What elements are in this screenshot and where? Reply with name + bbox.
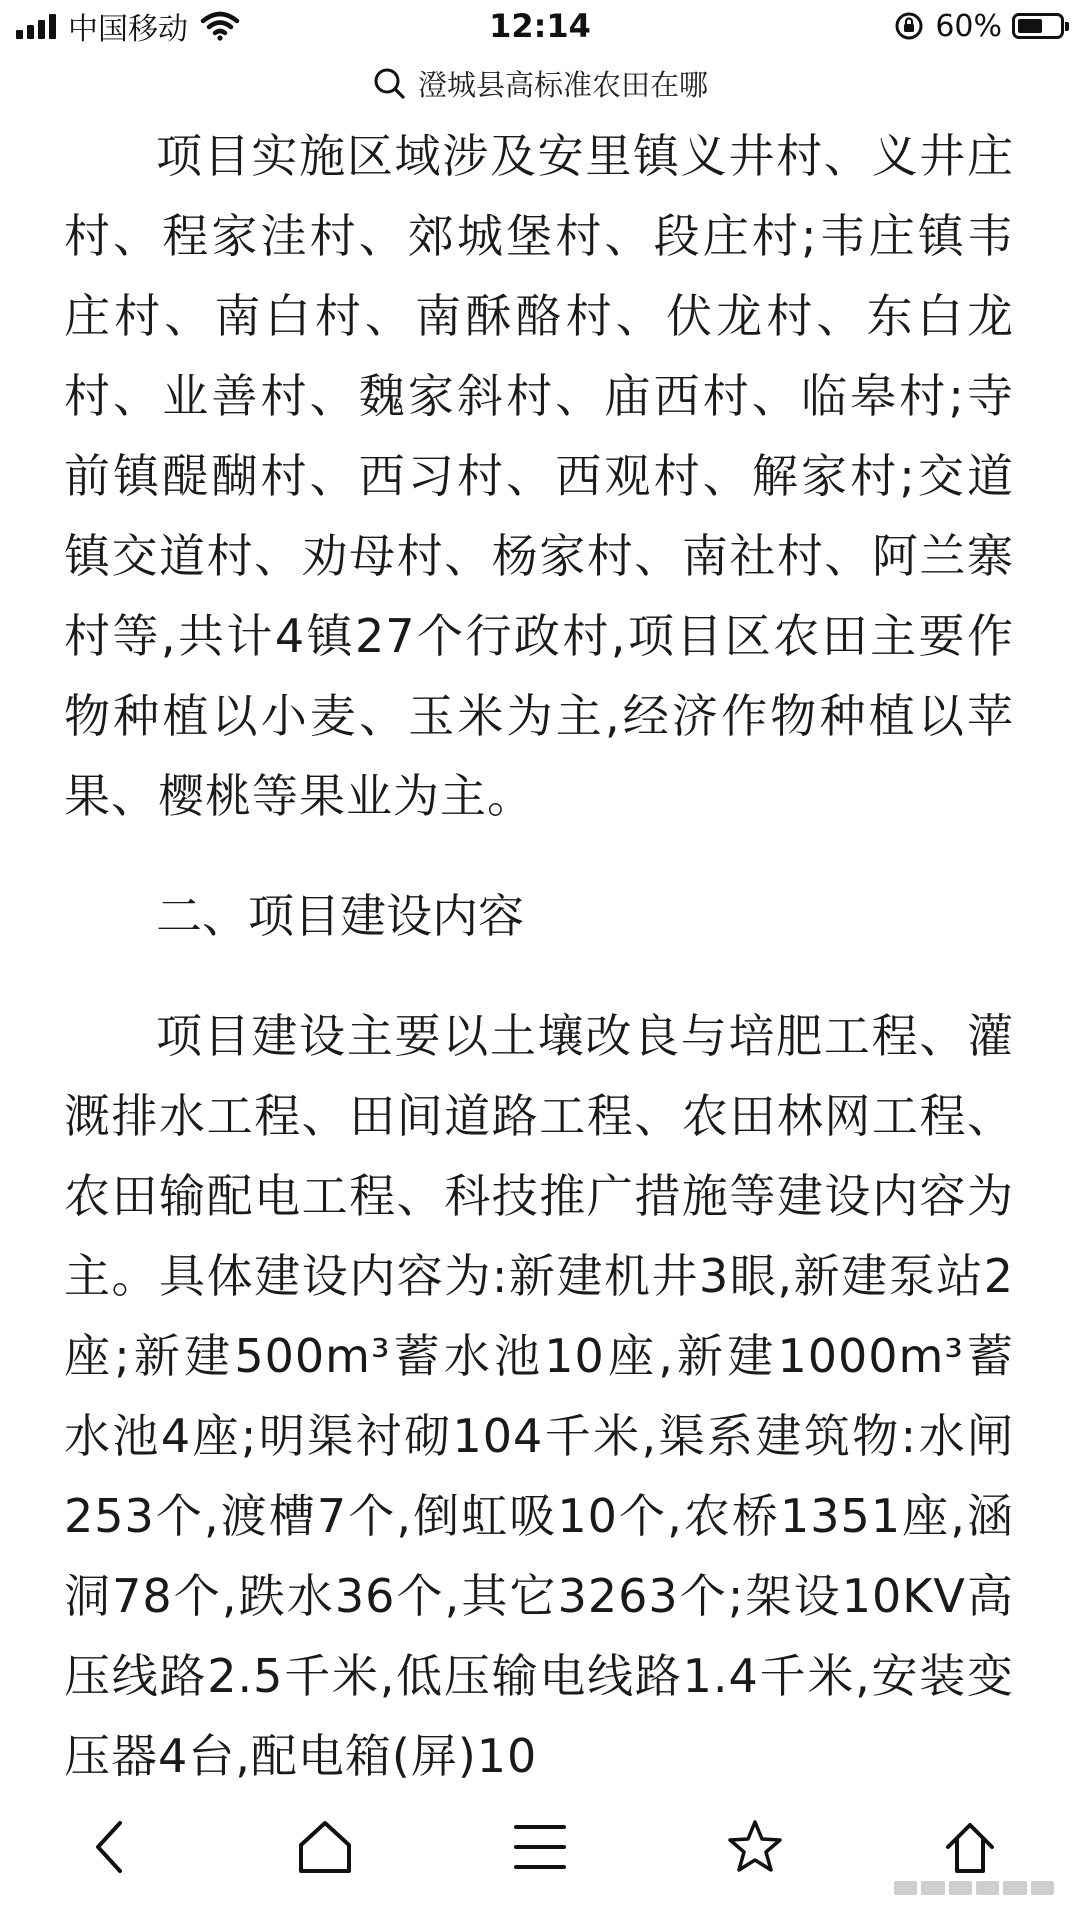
- watermark: [894, 1878, 1054, 1898]
- battery-icon: [1012, 13, 1064, 39]
- article-paragraph: 项目实施区域涉及安里镇义井村、义井庄村、程家洼村、郊城堡村、段庄村;韦庄镇韦庄村、南白村、南酥酪村、伏龙村、东白龙村、业善村、魏家斜村、庙西村、临皋村;寺前镇醍醐村、西习村、西观村、解家村;交道镇交道村、劝母村、杨家村、南社村、阿兰寨村等,共计4镇27个行政村,项目区农田主要作物种植以小麦、玉米为主,经济作物种植以苹果、樱桃等果业为主。: [64, 129, 1014, 823]
- section-heading: 二、项目建设内容: [156, 889, 524, 943]
- article-content: [64, 116, 1014, 1796]
- menu-icon: [512, 1819, 568, 1875]
- home-button[interactable]: [290, 1812, 360, 1882]
- battery-level: [1018, 19, 1042, 33]
- share-icon: [940, 1817, 1000, 1877]
- rotation-lock-icon: [893, 10, 925, 42]
- status-right: [893, 6, 1064, 46]
- star-icon: [725, 1817, 785, 1877]
- search-header[interactable]: [0, 58, 1080, 108]
- carrier-name: 中国移动: [68, 12, 188, 47]
- home-icon: [295, 1817, 355, 1877]
- menu-button[interactable]: [505, 1812, 575, 1882]
- article-paragraph: 项目建设主要以土壤改良与培肥工程、灌溉排水工程、田间道路工程、农田林网工程、农田输配电工程、科技推广措施等建设内容为主。具体建设内容为:新建机井3眼,新建泵站2座;新建500m³蓄水池10座,新建1000m³蓄水池4座;明渠衬砌104千米,渠系建筑物:水闸253个,渡槽7个,倒虹吸10个,农桥1351座,涵洞78个,跌水36个,其它3263个;架设10KV高压线路2.5千米,低压输电线路1.4千米,安装变压器4台,配电箱(屏)10: [64, 1009, 1014, 1783]
- back-button[interactable]: [75, 1812, 145, 1882]
- search-query[interactable]: 澄城县高标准农田在哪: [417, 67, 708, 102]
- search-icon: [372, 66, 406, 100]
- favorite-button[interactable]: [720, 1812, 790, 1882]
- share-button[interactable]: [935, 1812, 1005, 1882]
- status-bar: [0, 0, 1080, 54]
- battery-percent: 60%: [935, 8, 1002, 44]
- clock: 12:14: [489, 7, 591, 45]
- back-icon: [86, 1817, 134, 1877]
